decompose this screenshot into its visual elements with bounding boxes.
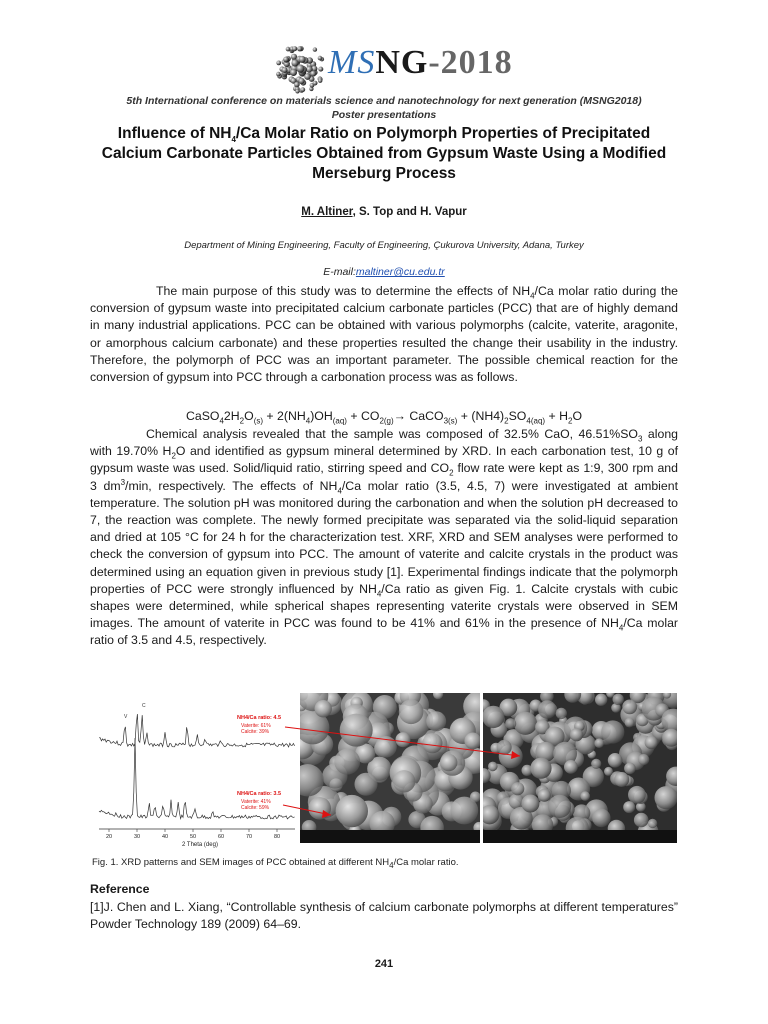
logo-ms: MS: [328, 44, 376, 81]
xrd-sem-figure: [95, 693, 677, 851]
email-line: [0, 266, 768, 278]
figure-caption: Fig. 1. XRD patterns and SEM images of PCC obtained at different $NH_4/Ca$ molar ratio.: [92, 857, 459, 870]
lower-ratio-label: NH4/Ca ratio: 3.5: [237, 791, 282, 797]
upper-calcite-label: Calcite: 39%: [241, 729, 270, 735]
reference-entry: [1]J. Chen and L. Xiang, “Controllable synthesis of calcium carbonate polymorphs at different temperatures” Powder Technology 189 (2009) 64–69.: [90, 900, 678, 931]
xrd-x-tick-label: 70: [245, 834, 253, 840]
lower-vaterite-label: Vaterite: 41%: [241, 799, 271, 805]
conference-name: 5th International conference on materials science and nanotechnology for next generation (MSNG2018): [126, 95, 642, 107]
lower-calcite-label: Calcite: 59%: [241, 805, 270, 811]
xrd-panel: [99, 703, 295, 848]
xrd-x-tick-label: 40: [161, 834, 169, 840]
xrd-x-tick-label: 20: [105, 834, 113, 840]
first-author: M. Altiner: [301, 206, 353, 218]
logo-wordmark: [328, 44, 513, 82]
abstract-paragraph-1: The main purpose of this study was to determine the effects of $NH_4/Ca$ molar ratio during the conversion of gypsum waste into precipitated calcium carbonate particles (PCC) that are of highly demand in many industrial applications. PCC can be obtained with various polymorphs (calcite, vaterite, aragonite, or amorphous calcium carbonate) and these properties resulted the change their usability in the industry. Therefore, the polymorph of PCC was an important parameter. The possible chemical reaction for the conversion of gypsum into PCC through a carbonation process was as follows.: [90, 284, 678, 385]
peak-v-label: V: [124, 714, 128, 720]
xrd-x-tick-label: 60: [217, 834, 225, 840]
section-label: Poster presentations: [331, 109, 437, 121]
upper-ratio-label: NH4/Ca ratio: 4.5: [237, 715, 282, 721]
email-link[interactable]: maltiner@cu.edu.tr: [355, 266, 445, 278]
sem-image-4-5: [290, 693, 494, 843]
logo-ng: NG: [375, 44, 429, 81]
xrd-x-tick-label: 80: [273, 834, 281, 840]
abstract-paragraph-2: Chemical analysis revealed that the sample was composed of 32.5% CaO, $46.51\%SO_3$ along with 19.70% $H_2O$ and identified as gypsum mineral determined by XRD. In each carbonation test, 10 g of gypsum waste was used. Solid/liquid ratio, stirring speed and $CO_2$ flow rate were kept as 1:9, 300 rpm and 3 $dm^3/\min$, respectively. The effects of $NH_4/Ca$ molar ratio (3.5, 4.5, 7) were investigated at ambient temperature. The solution pH was monitored during the carbonation and when the solution pH decreased to 7, the reaction was complete. The newly formed precipitate was separated via the solid-liquid separation and dried at 105 °C for 24 h for the characterization test. XRF, XRD and SEM analyses were performed to check the conversion of gypsum into PCC. The amount of vaterite and calcite crystals in the product was determined using an equation given in previous study [1]. Experimental findings indicate that the polymorph properties of PCC were strongly influenced by $NH_4/Ca$ ratio as given Fig. 1. Calcite crystals with cubic shapes were determined, while spherical shapes representing vaterite crystals were observed in SEM images. The amount of vaterite in PCC was found to be 41% and 61% in the presence of $NH_4/Ca$ molar ratio of 3.5 and 4.5, respectively.: [90, 427, 679, 648]
conference-logo: [270, 36, 513, 100]
logo-year: -2018: [428, 44, 513, 81]
peak-c-label: C: [142, 703, 146, 709]
co-authors: , S. Top and H. Vapur: [352, 206, 467, 218]
reaction-equation: $CaSO_42H_2O_{(s)} + 2(NH_4)OH_{(aq)} + CO_{2(g)}\to$ CaCO$_{3(s)}$ + $(NH4)_2SO_{4(aq)} + H_2O$: [185, 409, 583, 426]
xrd-x-tick-label: 50: [189, 834, 197, 840]
sem-image-3-5: [476, 693, 678, 843]
xrd-x-tick-label: 30: [133, 834, 141, 840]
affiliation: Department of Mining Engineering, Faculty of Engineering, Çukurova University, Adana, Turkey: [184, 240, 584, 251]
xrd-x-axis-label: 2 Theta (deg): [182, 842, 218, 848]
paper-title: Influence of $NH_4/Ca$ Molar Ratio on Polymorph Properties of Precipitated Calcium Carbonate Particles Obtained from Gypsum Waste Using a Modified Merseburg Process: [101, 125, 667, 182]
page-number: 241: [374, 958, 394, 970]
upper-vaterite-label: Vaterite: 61%: [241, 723, 271, 729]
figure-1: [95, 693, 677, 851]
reference-heading: Reference: [90, 882, 150, 896]
email-label: E-mail:: [323, 266, 356, 278]
nanoparticle-sphere-icon: [270, 38, 330, 98]
authors: [0, 206, 768, 218]
